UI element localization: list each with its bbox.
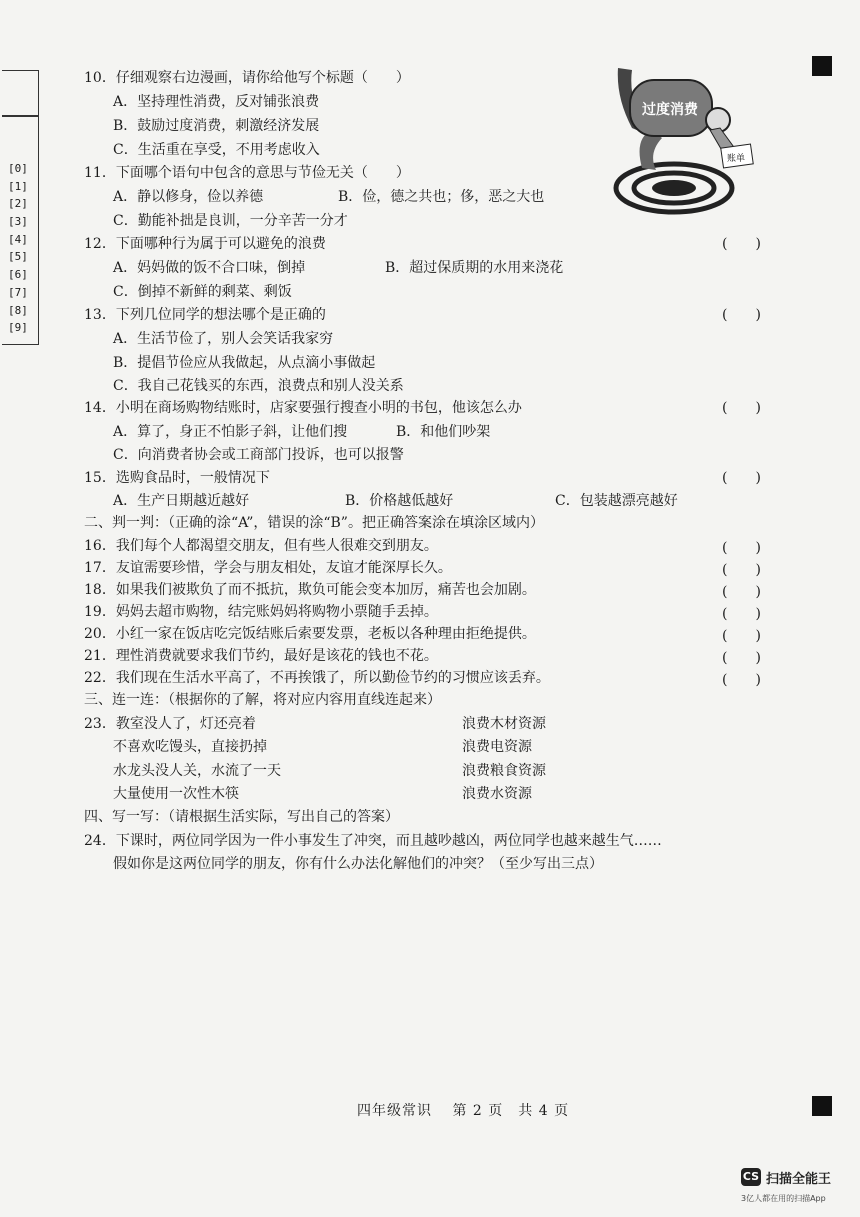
section-2-heading: 二、判一判：（正确的涂“A”，错误的涂“B”。把正确答案涂在填涂区域内）	[84, 515, 544, 531]
question-15-stem: 15．选购食品时，一般情况下	[84, 470, 270, 486]
judge-item-20: 20．小红一家在饭店吃完饭结账后索要发票，老板以各种理由拒绝提供。	[84, 626, 536, 642]
scanner-app-name: 扫描全能王	[766, 1172, 832, 1187]
q15-option-b: B．价格越低越好	[345, 493, 454, 509]
question-10-stem: 10．仔细观察右边漫画，请你给他写个标题（ ）	[84, 70, 410, 86]
judge-item-21: 21．理性消费就要求我们节约，最好是该花的钱也不花。	[84, 648, 438, 664]
q14-option-c: C．向消费者协会或工商部门投诉，也可以报警	[113, 447, 404, 463]
answer-paren: ( )	[722, 606, 761, 622]
q11-option-b: B．俭，德之共也；侈，恶之大也	[338, 189, 545, 205]
side-digit[interactable]: [7]	[8, 285, 28, 299]
q15-option-a: A．生产日期越近越好	[113, 493, 250, 509]
comic-bill-label: 账单	[726, 154, 746, 164]
side-digit[interactable]: [0]	[8, 162, 28, 175]
corner-mark-bottom	[812, 1096, 832, 1116]
judge-item-16: 16．我们每个人都渴望交朋友，但有些人很难交到朋友。	[84, 538, 438, 554]
q10-option-a: A．坚持理性消费，反对铺张浪费	[113, 94, 320, 110]
scanner-logo-icon: CS	[741, 1168, 761, 1186]
q13-option-c: C．我自己花钱买的东西，浪费点和别人没关系	[113, 378, 404, 394]
answer-paren: ( )	[722, 672, 761, 688]
overconsumption-comic	[612, 58, 760, 216]
side-digit[interactable]: [9]	[8, 321, 28, 335]
q12-option-a: A．妈妈做的饭不合口味，倒掉	[113, 260, 306, 276]
side-digit[interactable]: [2]	[8, 197, 28, 211]
side-digit[interactable]: [6]	[8, 268, 28, 282]
judge-item-17: 17．友谊需要珍惜，学会与朋友相处，友谊才能深厚长久。	[84, 560, 452, 576]
match-right-item: 浪费粮食资源	[462, 763, 546, 779]
side-digit[interactable]: [5]	[8, 250, 28, 264]
match-right-item: 浪费水资源	[462, 786, 532, 802]
q13-option-a: A．生活节俭了，别人会笑话我家穷	[113, 331, 334, 347]
judge-item-19: 19．妈妈去超市购物，结完账妈妈将购物小票随手丢掉。	[84, 604, 438, 620]
judge-item-22: 22．我们现在生活水平高了，不再挨饿了，所以勤俭节约的习惯应该丢弃。	[84, 670, 550, 686]
comic-title: 过度消费	[642, 102, 698, 118]
section-4-heading: 四、写一写：（请根据生活实际，写出自己的答案）	[84, 809, 399, 825]
answer-paren: ( )	[722, 307, 761, 323]
match-right-item: 浪费电资源	[462, 739, 532, 755]
question-14-stem: 14．小明在商场购物结账时，店家要强行搜查小明的书包，他该怎么办	[84, 400, 522, 416]
side-digit[interactable]: [4]	[8, 232, 28, 246]
q14-option-a: A．算了，身正不怕影子斜，让他们搜	[113, 424, 348, 440]
question-11-stem: 11．下面哪个语句中包含的意思与节俭无关（ ）	[84, 165, 410, 181]
match-right-item: 浪费木材资源	[462, 716, 546, 732]
scanner-tagline: 3亿人都在用的扫描App	[741, 1194, 826, 1203]
side-digit[interactable]: [8]	[8, 303, 28, 317]
answer-paren: ( )	[722, 628, 761, 644]
match-left-item: 大量使用一次性木筷	[113, 786, 239, 802]
section-3-heading: 三、连一连：（根据你的了解，将对应内容用直线连起来）	[84, 692, 441, 708]
q11-option-a: A．静以修身，俭以养德	[113, 189, 264, 205]
q14-option-b: B．和他们吵架	[396, 424, 491, 440]
match-left-item: 23．教室没人了，灯还亮着	[84, 716, 256, 732]
match-left-item: 不喜欢吃馒头，直接扔掉	[113, 739, 267, 755]
q12-option-b: B．超过保质期的水用来浇花	[385, 260, 564, 276]
corner-mark-top	[812, 56, 832, 76]
page-footer: 四年级常识 第 2 页 共 4 页	[357, 1103, 570, 1119]
answer-paren: ( )	[722, 470, 761, 486]
q10-option-c: C．生活重在享受，不用考虑收入	[113, 142, 320, 158]
answer-paren: ( )	[722, 584, 761, 600]
q15-option-c: C．包装越漂亮越好	[555, 493, 678, 509]
q10-option-b: B．鼓励过度消费，刺激经济发展	[113, 118, 320, 134]
answer-paren: ( )	[722, 236, 761, 252]
q11-option-c: C．勤能补拙是良训，一分辛苦一分才	[113, 213, 348, 229]
question-13-stem: 13．下列几位同学的想法哪个是正确的	[84, 307, 326, 323]
match-left-item: 水龙头没人关，水流了一天	[113, 763, 281, 779]
answer-paren: ( )	[722, 540, 761, 556]
side-digit[interactable]: [3]	[8, 215, 28, 229]
question-24-line-2: 假如你是这两位同学的朋友，你有什么办法化解他们的冲突？（至少写出三点）	[113, 856, 603, 872]
side-digit-column	[8, 160, 28, 337]
answer-paren: ( )	[722, 562, 761, 578]
side-digit[interactable]: [1]	[8, 179, 28, 193]
answer-paren: ( )	[722, 650, 761, 666]
judge-item-18: 18．如果我们被欺负了而不抵抗，欺负可能会变本加厉，痛苦也会加剧。	[84, 582, 536, 598]
q12-option-c: C．倒掉不新鲜的剩菜、剩饭	[113, 284, 292, 300]
side-box-top	[2, 70, 39, 117]
q13-option-b: B．提倡节俭应从我做起，从点滴小事做起	[113, 355, 376, 371]
question-24-line-1: 24．下课时，两位同学因为一件小事发生了冲突，而且越吵越凶，两位同学也越来越生气……	[84, 833, 662, 849]
question-12-stem: 12．下面哪种行为属于可以避免的浪费	[84, 236, 326, 252]
answer-paren: ( )	[722, 400, 761, 416]
